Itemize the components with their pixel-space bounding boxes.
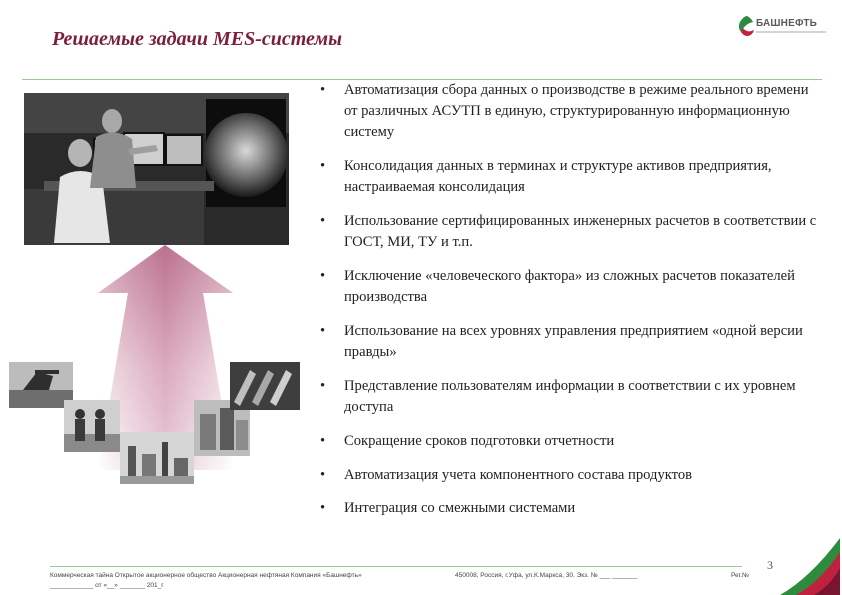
list-item-text: Автоматизация сбора данных о производстве в режиме реального времени от различных АСУТП в единую, структурированную информационную систему — [344, 82, 809, 140]
footer-divider — [50, 566, 742, 567]
bullet-marker: • — [320, 82, 326, 98]
bullet-marker: • — [320, 323, 326, 339]
workers-photo — [64, 400, 120, 452]
list-item — [320, 431, 820, 452]
list-item-text: Использование на всех уровнях управления предприятием «одной версии правды» — [344, 323, 803, 360]
list-item-text: Автоматизация учета компонентного состава продуктов — [344, 467, 693, 483]
bullet-marker: • — [320, 158, 326, 174]
list-item — [320, 376, 820, 418]
bullet-marker: • — [320, 467, 326, 483]
list-item-text: Интеграция со смежными системами — [344, 500, 576, 516]
list-item — [320, 465, 820, 486]
list-item — [320, 266, 820, 308]
list-item — [320, 211, 820, 253]
logo-wordmark: БАШНЕФТЬ — [756, 18, 818, 29]
list-item-text: Представление пользователям информации в соответствии с их уровнем доступа — [344, 378, 796, 415]
footer-address: 450008, Россия, г.Уфа, ул.К.Маркса, 30. Экз. № ___ _______ — [455, 572, 638, 579]
list-item — [320, 156, 820, 198]
footer-date-line: ____________ от «__» _______ 201_г — [50, 582, 164, 589]
page-title: Решаемые задачи MES-системы — [52, 28, 342, 50]
page-number: 3 — [767, 558, 773, 572]
list-item — [320, 498, 820, 519]
pipes-photo — [230, 362, 300, 410]
list-item — [320, 321, 820, 363]
bashneft-logo — [736, 14, 828, 44]
bullet-marker: • — [320, 213, 326, 229]
footer-reg-number: Рег.№ — [731, 572, 750, 579]
footer-confidential: Коммерческая тайна Открытое акционерное общество Акционерная нефтяная Компания «Башнефть» — [50, 572, 362, 579]
list-item-text: Консолидация данных в терминах и структуре активов предприятия, настраиваемая консолидация — [344, 158, 772, 195]
bullet-marker: • — [320, 500, 326, 516]
refinery-photo — [120, 432, 194, 484]
list-item-text: Использование сертифицированных инженерных расчетов в соответствии с ГОСТ, МИ, ТУ и т.п. — [344, 213, 817, 250]
bullet-marker: • — [320, 378, 326, 394]
control-room-photo — [24, 93, 289, 245]
logo-emblem-icon — [736, 14, 756, 40]
list-item-text: Исключение «человеческого фактора» из сложных расчетов показателей производства — [344, 268, 795, 305]
bullet-marker: • — [320, 433, 326, 449]
logo-tagline-line — [756, 31, 826, 33]
bullet-marker: • — [320, 268, 326, 284]
list-item-text: Сокращение сроков подготовки отчетности — [344, 433, 615, 449]
corner-decoration — [780, 538, 840, 595]
list-item — [320, 80, 820, 143]
